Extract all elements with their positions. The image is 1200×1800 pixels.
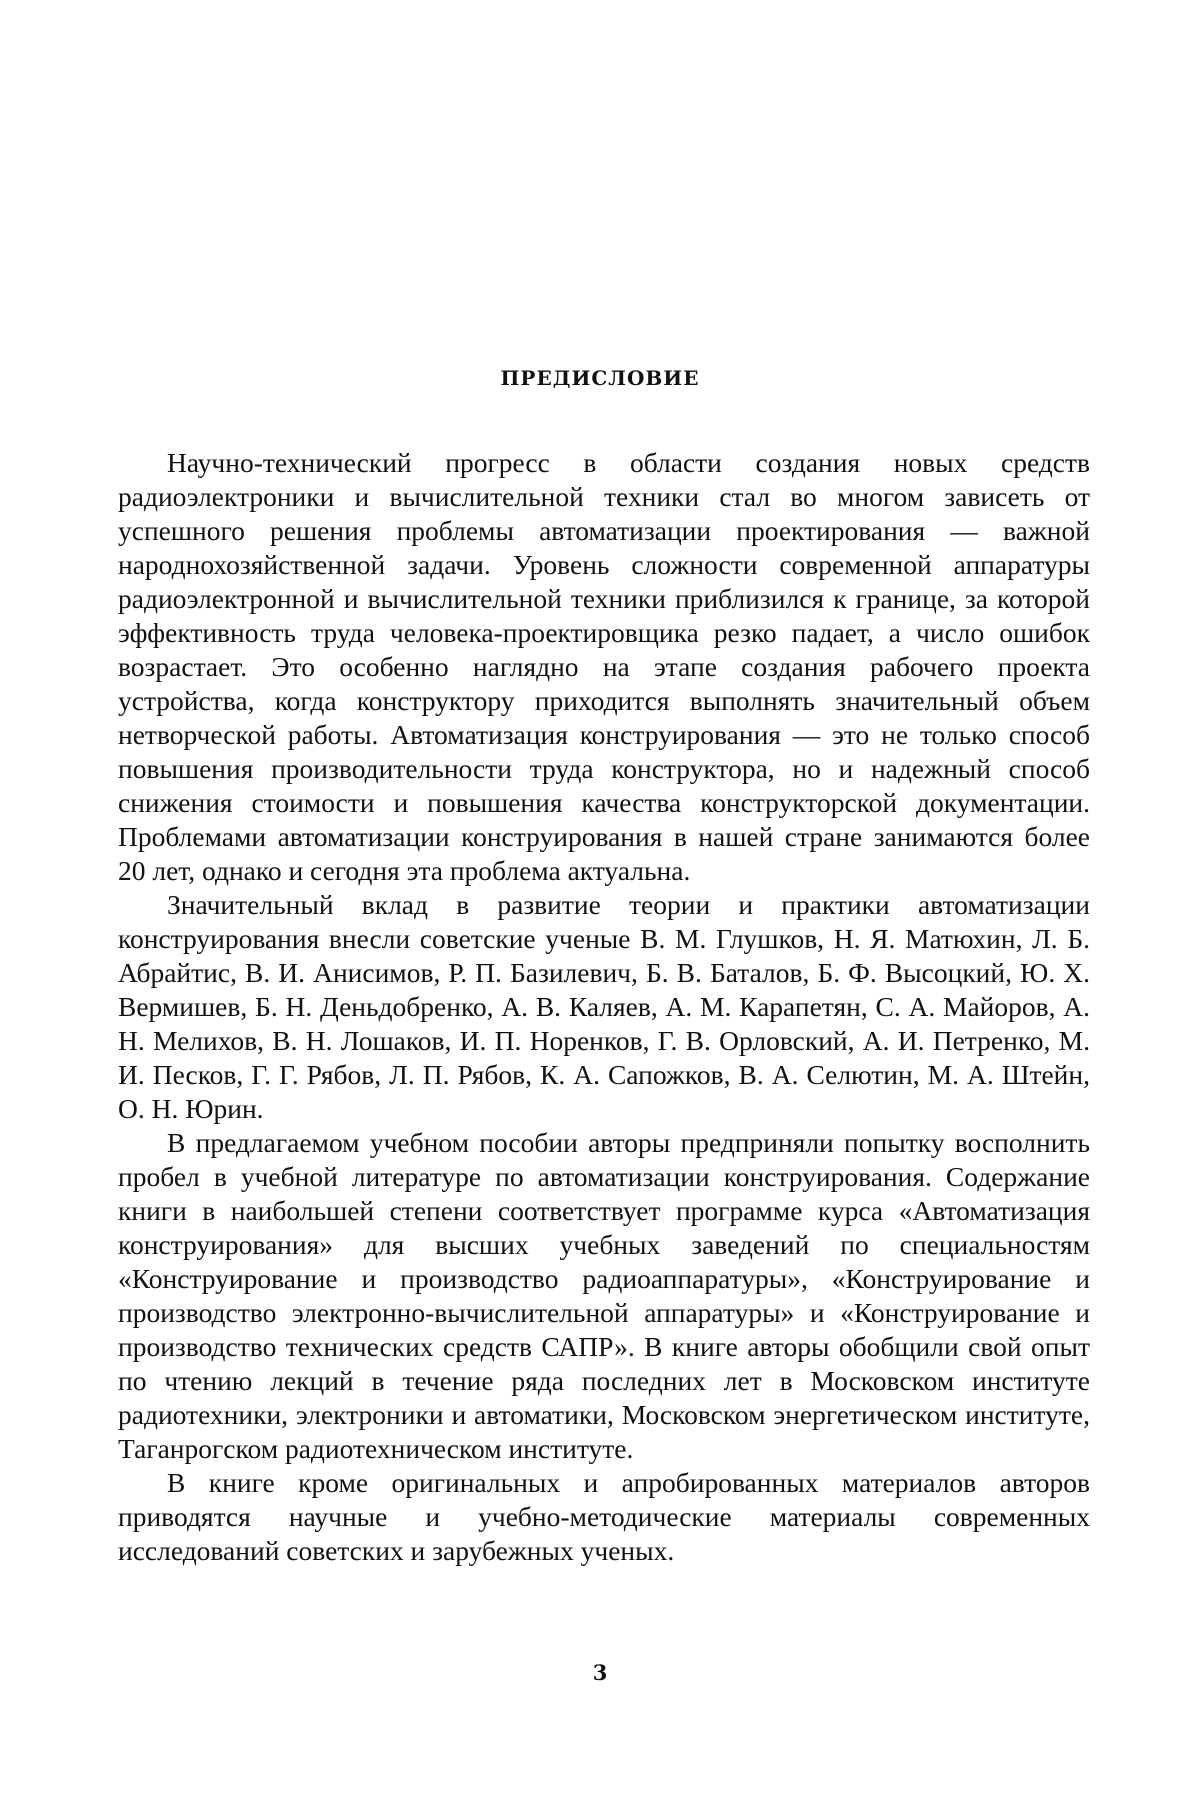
paragraph-3: В предлагаемом учебном пособии авторы предприняли попытку восполнить пробел в учебной литературе по автоматизации конструирования. Содержание книги в наибольшей степени соответствует программе курса «Автоматизация конструирования» для высших учебных заведений по специальностям «Конструирование и производство радиоаппаратуры», «Конструирование и производство электронно-вычислительной аппаратуры» и «Конструирование и производство технических средств САПР». В книге авторы обобщили свой опыт по чтению лекций в течение ряда последних лет в Московском институте радиотехники, электроники и автоматики, Московском энергетическом институте, Таганрогском радиотехническом институте.	[118, 1126, 1090, 1466]
page-title: ПРЕДИСЛОВИЕ	[0, 366, 1200, 390]
preface-text	[118, 446, 1090, 1568]
paragraph-2: Значительный вклад в развитие теории и практики автоматизации конструирования внесли советские ученые В. М. Глушков, Н. Я. Матюхин, Л. Б. Абрайтис, В. И. Анисимов, Р. П. Базилевич, Б. В. Баталов, Б. Ф. Высоцкий, Ю. Х. Вермишев, Б. Н. Деньдобренко, А. В. Каляев, А. М. Карапетян, С. А. Майоров, А. Н. Мелихов, В. Н. Лошаков, И. П. Норенков, Г. В. Орловский, А. И. Петренко, М. И. Песков, Г. Г. Рябов, Л. П. Рябов, К. А. Сапожков, В. А. Селютин, М. А. Штейн, О. Н. Юрин.	[118, 888, 1090, 1126]
paragraph-1: Научно-технический прогресс в области создания новых средств радиоэлектроники и вычислительной техники стал во многом зависеть от успешного решения проблемы автоматизации проектирования — важной народнохозяйственной задачи. Уровень сложности современной аппаратуры радиоэлектронной и вычислительной техники приблизился к границе, за которой эффективность труда человека-проектировщика резко падает, а число ошибок возрастает. Это особенно наглядно на этапе создания рабочего проекта устройства, когда конструктору приходится выполнять значительный объем нетворческой работы. Автоматизация конструирования — это не только способ повышения производительности труда конструктора, но и надежный способ снижения стоимости и повышения качества конструкторской документации. Проблемами автоматизации конструирования в нашей стране занимаются более 20 лет, однако и сегодня эта проблема актуальна.	[118, 446, 1090, 888]
book-page	[0, 0, 1200, 1800]
page-number: 3	[0, 1660, 1200, 1685]
paragraph-4: В книге кроме оригинальных и апробированных материалов авторов приводятся научные и учебно-методические материалы современных исследований советских и зарубежных ученых.	[118, 1466, 1090, 1568]
